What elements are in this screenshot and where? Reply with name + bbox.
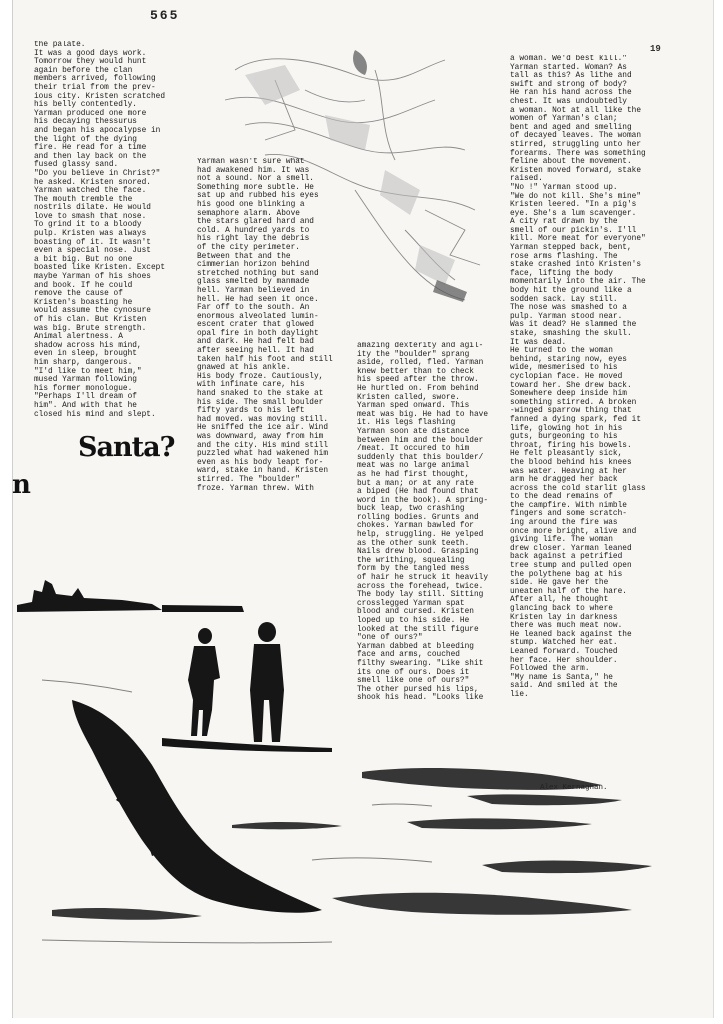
article-column-4: a woman. We'd best kill." Yarman started. Woman? As tall as this? As lithe and swift and strong of body? He ran his hand across the chest. It was undoubtedly a woman. Not at all like the women of Yarman's clan; bent and aged and smelling of decayed leaves. The woman stirred, struggling unto her forearms. There was something feline about the movement. Kristen moved forward, stake raised. "No !" Yarman stood up. "We do not kill. She's mine" Kristen leered. "In a pig's eye. She's a lum scavenger. A city rat drawn by the smell of our pickin's. I'll kill. More meat for everyone" Yarman stepped back, bent, rose arms flashing. The stake crashed into Kristen's face, lifting the body momentarily into the air. The body hit the ground like a sodden sack. Lay still. The nose was smashed to a pulp. Yarman stood near. Was it dead? He slammed the stake, smashing the skull. It was dead. He turned to the woman behind, staring now, eyes wide, mesmerised to his cyclopian face. He moved toward her. She drew back. Somewhere deep inside him something stirred. A broken -winged sparrow thing that fanned a dying spark, fed it life, glowing hot in his guts, burgeoning to his throat, firing his bowels. He felt pleasantly sick, the blood behind his knees was water. Heaving at her arm he dragged her back across the cold starlit glass to the dead remains of the campfire. With nimble fingers and some scratch- ing around the fire was once more bright, alive and giving life. The woman drew closer. Yarman leaned back against a petrified tree stump and pulled open the polythene bag at his side. He gave her the uneaten half of the hare. After all, he thought glancing back to where Kristen lay in darkness there was much meat now. He leaned back against the stump. Watched her eat. Leaned forward. Touched her face. Her shoulder. Followed the arm. "My name is Santa," he said. And smiled at the lie. <box>510 55 646 699</box>
corner-mark: 19 <box>650 44 661 54</box>
article-column-2: Yarman wasn't sure what had awakened him. It was not a sound. Nor a smell. Something more subtle. He sat up and rubbed his eyes his good one blinking a semaphore alarm. Above the stars glared hard and cold. A hundred yards to his right lay the debris of the city perimeter. Between that and the cimmerian horizon behind stretched nothing but sand glass smelted by manmade hell. Yarman believed in hell. He had seen it once. Far off to the south. An enormous alveolated lumin- escent crater that glowed opal fire in both daylight and dark. He had felt bad after seeing hell. It had taken half his foot and still gnawed at his ankle. His body froze. Cautiously, with infinate care, his hand snaked to the stake at his side. The small boulder fifty yards to his left had moved. was moving still. He sniffed the ice air. Wind was downward, away from him and the city. His mind still puzzled what had wakened him even as his body leapt for- ward, stake in hand. Kristen stirred. The "boulder" froze. Yarman threw. With <box>197 158 333 493</box>
article-column-3: amazing dexterity and agil- ity the "boulder" sprang aside, rolled, fled. Yarman knew better than to check his speed after the throw. He hurtled on. From behind Kristen called, swore. Yarman sped onward. This meat was big. He had to have it. His legs flashing Yarman soon ate distance between him and the boulder /meat. It occured to him suddenly that this boulder/ meat was no large animal as he had first thought, but a man; or at any rate a biped (He had found that word in the book). A spring- buck leap, two crashing rolling bodies. Grunts and chokes. Yarman bawled for help, struggling. He yelped as the other sunk teeth. Nails drew blood. Grasping the writhing, squealing form by the tangled mess of hair he struck it heavily across the forehead, twice. The body lay still. Sitting crosslegged Yarman spat blood and cursed. Kristen loped up to his side. He looked at the still figure "one of ours?" Yarman dabbed at bleeding face and arms, couched filthy swearing. "Like shit its one of ours. Does it smell like one of ours?" The other pursed his lips, shook his head. "Looks like <box>357 342 489 703</box>
story-headline: Santa? <box>78 432 175 463</box>
headline-fragment: n <box>12 470 31 500</box>
page-number: 565 <box>150 8 180 23</box>
author-signoff: Alex Kernaghan. <box>540 784 608 792</box>
article-column-1: the palate. It was a good days work. Tomorrow they would hunt again before the clan members arrived, following their trial from the prev- ious city. Kristen scratched his belly contentedly. Yarman produced one more his decaying thessurus and began his apocalypse in the light of the dying fire. He read for a time and then lay back on the fused glassy sand. "Do you believe in Christ?" he asked. Kristen snored. Yarman watched the face. The mouth tremble the nostrils dilate. He would love to smash that nose. To grind it to a bloody pulp. Kristen was always boasting of it. It wasn't even a special nose. Just a bit big. But no one boasted like Kristen. Except maybe Yarman of his shoes and book. If he could remove the cause of Kristen's boasting he would assume the cynosure of his clan. But Kristen was big. Brute strength. Animal alertness. A shadow across his mind, even in sleep, brought him sharp, dangerous. "I'd like to meet him," mused Yarman following his former monologue. "Perhaps I'll dream of him". And with that he closed his mind and slept. <box>34 41 166 419</box>
desert-scene-illustration <box>12 560 702 980</box>
